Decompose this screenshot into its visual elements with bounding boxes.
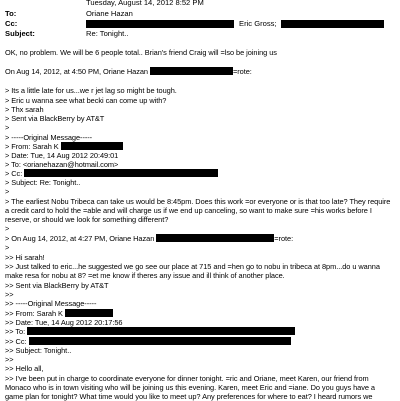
body-line: > Its a little late for us...we r jet lag so might be tough. xyxy=(5,86,177,95)
to-label: To: xyxy=(5,9,17,18)
from-text-2: >> From: Sarah K xyxy=(5,309,63,318)
body-line: >> Sent via BlackBerry by AT&T xyxy=(5,281,109,290)
body-line: > Thx sarah xyxy=(5,105,44,114)
body-line: > Sent via BlackBerry by AT&T xyxy=(5,114,105,123)
from-text: > From: Sarah K xyxy=(5,142,59,151)
body-line: > -----Original Message----- xyxy=(5,133,93,142)
cc-line-2 xyxy=(5,337,291,346)
quote-intro-line-2 xyxy=(5,234,293,243)
to-text-2: >> To: xyxy=(5,327,26,336)
quote-intro-line xyxy=(5,67,252,76)
body-line: > To: <orianehazan@hotmail.com> xyxy=(5,160,119,169)
body-line: make resa for nobu at 8? =et me know if theres any issue and ill think of another place. xyxy=(5,271,285,280)
body-line: > xyxy=(5,243,10,252)
cc-label: Cc: xyxy=(5,19,18,28)
to-line-2 xyxy=(5,327,295,336)
cc-line xyxy=(5,169,218,178)
body-line: OK, no problem. We will be 6 people total.. Brian's friend Craig will =lso be joining us xyxy=(5,48,277,57)
to-value: Oriane Hazan xyxy=(86,9,133,18)
body-line: reserve, or should we look for something different? xyxy=(5,215,169,224)
cc-text: > Cc: xyxy=(5,169,23,178)
quote-intro-suffix: =rote: xyxy=(233,67,252,76)
body-line: >> Subject: Tonight.. xyxy=(5,346,72,355)
body-line: > xyxy=(5,123,10,132)
body-line: a credit card to hold the =able and will charge us if we end up canceling, so want to make sure =his works before I xyxy=(5,206,372,215)
from-line xyxy=(5,142,123,151)
body-line: > Eric u wanna see what becki can come up with? xyxy=(5,96,167,105)
from-redaction xyxy=(61,142,123,150)
quote-intro-suffix-2: =rote: xyxy=(274,234,294,243)
body-line: > Date: Tue, 14 Aug 2012 20:49:01 xyxy=(5,151,119,160)
body-line: > xyxy=(5,187,10,196)
body-line: >> -----Original Message----- xyxy=(5,299,97,308)
email-redaction xyxy=(150,67,233,75)
body-line: >> Hi sarah! xyxy=(5,253,45,262)
body-line: >> I've been put in charge to coordinate everyone for dinner tonight. =ric and Oriane, meet Karen, our friend from xyxy=(5,374,369,383)
body-line: >> Just talked to eric...he suggested we go see our place at 715 and =hen go to nobu in tribeca at 8pm...do u wanna xyxy=(5,262,380,271)
body-line: >> xyxy=(5,355,14,364)
sent-value: Tuesday, August 14, 2012 8:52 PM xyxy=(86,0,204,7)
to-line-redaction xyxy=(27,327,295,335)
body-line: >> Date: Tue, 14 Aug 2012 20:17:56 xyxy=(5,318,123,327)
body-line: > The earliest Nobu Tribeca can take us would be 8:45pm. Does this work =or everyone or is that too late? They require xyxy=(5,197,391,206)
subject-value: Re: Tonight.. xyxy=(86,29,129,38)
cc-value: Eric Gross; xyxy=(239,19,277,28)
body-line: >> Hello all, xyxy=(5,364,44,373)
quote-intro-text-2: > On Aug 14, 2012, at 4:27 PM, Oriane Hazan xyxy=(5,234,155,243)
cc-redaction-2 xyxy=(281,20,384,28)
cc-line-redaction-2 xyxy=(29,337,291,345)
subject-label: Subject: xyxy=(5,29,35,38)
from-redaction-2 xyxy=(65,309,113,317)
body-line: Monaco who is in town visiting who will be joining us this evening. Karen, meet Eric and =iane. Do you guys have a xyxy=(5,383,375,392)
body-line: >> xyxy=(5,290,14,299)
email-redaction-2 xyxy=(156,234,274,242)
cc-text-2: >> Cc: xyxy=(5,337,27,346)
cc-redaction xyxy=(86,20,234,28)
body-line: game plan for tonight? What time would you like to meet up? Any preferences for where to eat? I heard rumors we xyxy=(5,392,373,401)
body-line: > Subject: Re: Tonight.. xyxy=(5,178,81,187)
cc-line-redaction xyxy=(24,169,218,177)
quote-intro-text: On Aug 14, 2012, at 4:50 PM, Oriane Hazan xyxy=(5,67,148,76)
body-line: > xyxy=(5,224,10,233)
from-line-2 xyxy=(5,309,113,318)
